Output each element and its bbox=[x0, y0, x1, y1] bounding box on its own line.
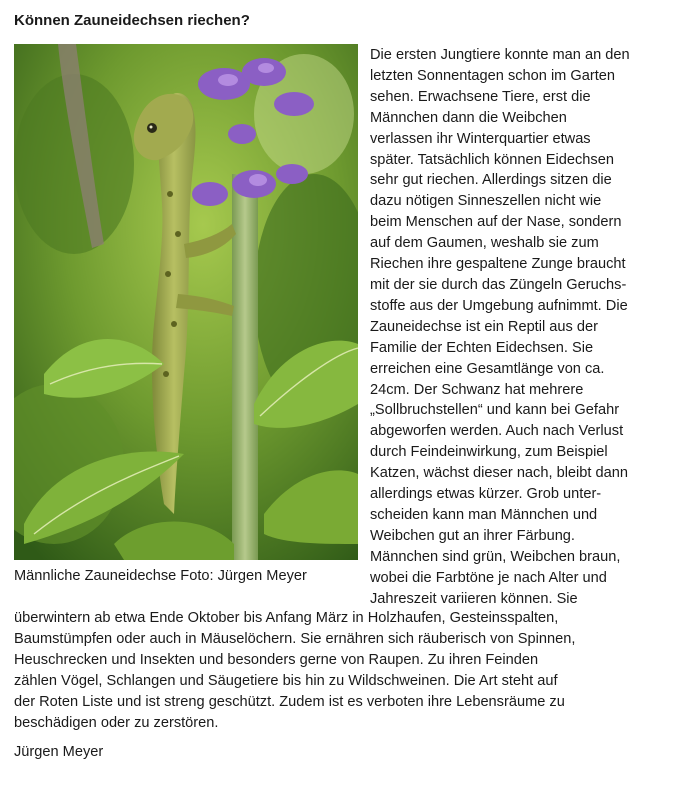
text-line: stoffe aus der Umgebung aufnimmt. Die bbox=[370, 297, 628, 314]
text-line: wobei die Farbtöne je nach Alter und bbox=[370, 569, 607, 586]
text-line: allerdings etwas kürzer. Grob unter- bbox=[370, 486, 602, 503]
text-line: später. Tatsächlich können Eidechsen bbox=[370, 151, 614, 168]
lizard-photo bbox=[14, 44, 358, 560]
text-line: durch Feindeinwirkung, zum Beispiel bbox=[370, 444, 608, 461]
text-line: Familie der Echten Eidechsen. Sie bbox=[370, 339, 594, 356]
text-line: abgeworfen werden. Auch nach Verlust bbox=[370, 423, 624, 440]
article-author: Jürgen Meyer bbox=[14, 744, 104, 760]
text-line: der Roten Liste und ist streng geschützt. Zudem ist es verboten ihre Lebensräume zu bbox=[14, 693, 565, 710]
text-line: 24cm. Der Schwanz hat mehrere bbox=[370, 381, 584, 398]
text-line: Männchen dann die Weibchen bbox=[370, 109, 567, 126]
text-line: Weibchen gut an ihrer Färbung. bbox=[370, 527, 575, 544]
text-line: mit der sie durch das Züngeln Geruchs- bbox=[370, 276, 627, 293]
text-line: dazu nötigen Sinneszellen nicht wie bbox=[370, 193, 602, 210]
text-line: Die ersten Jungtiere konnte man an den bbox=[370, 47, 630, 63]
text-line: scheiden kann man Männchen und bbox=[370, 506, 598, 523]
text-line: Jahreszeit variieren können. Sie bbox=[370, 590, 578, 607]
text-line: sehen. Erwachsene Tiere, erst die bbox=[370, 88, 591, 105]
text-line: auf dem Gaumen, weshalb sie zum bbox=[370, 235, 599, 252]
text-line: letzten Sonnentagen schon im Garten bbox=[370, 67, 616, 84]
text-line: sehr gut riechen. Allerdings sitzen die bbox=[370, 172, 612, 189]
text-line: Baumstümpfen oder auch in Mäuselöchern. Sie ernähren sich räuberisch von Spinnen, bbox=[14, 630, 576, 647]
text-line: Männchen sind grün, Weibchen braun, bbox=[370, 548, 621, 565]
text-line: überwintern ab etwa Ende Oktober bis Anfang März in Holzhaufen, Gesteinsspalten, bbox=[14, 610, 559, 626]
text-line: Heuschrecken und Insekten und besonders gerne von Raupen. Zu ihren Feinden bbox=[14, 651, 539, 668]
article-side-text bbox=[370, 45, 676, 609]
article-body-text bbox=[14, 608, 678, 733]
text-line: erreichen eine Gesamtlänge von ca. bbox=[370, 360, 605, 377]
text-line: Zauneidechse ist ein Reptil aus der bbox=[370, 318, 598, 335]
text-line: Katzen, wächst dieser nach, bleibt dann bbox=[370, 465, 628, 482]
text-line: „Sollbruchstellen“ und kann bei Gefahr bbox=[370, 402, 620, 419]
text-line: beim Menschen auf der Nase, sondern bbox=[370, 214, 622, 231]
photo-caption: Männliche Zauneidechse Foto: Jürgen Meyer bbox=[14, 568, 307, 584]
article-title: Können Zauneidechsen riechen? bbox=[14, 12, 250, 29]
text-line: verlassen ihr Winterquartier etwas bbox=[370, 130, 591, 147]
text-line: beschädigen oder zu zerstören. bbox=[14, 714, 219, 731]
text-line: Riechen ihre gespaltene Zunge braucht bbox=[370, 256, 626, 273]
text-line: zählen Vögel, Schlangen und Säugetiere bis hin zu Wildschweinen. Die Art steht auf bbox=[14, 672, 558, 689]
